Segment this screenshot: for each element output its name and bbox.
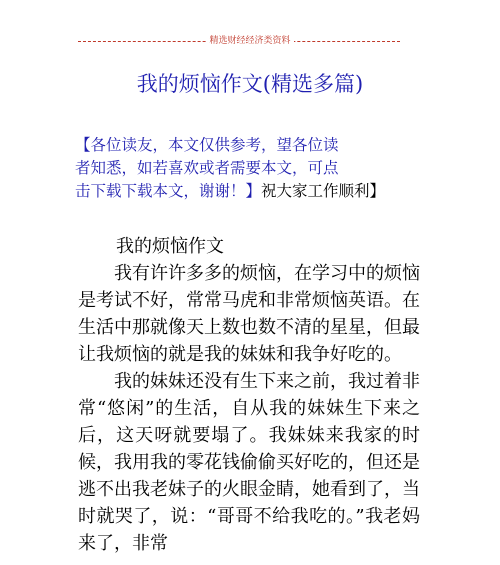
notice-line-3-tail: 祝大家工作顺利】 <box>261 182 386 200</box>
notice-block <box>75 134 405 203</box>
notice-line-3 <box>75 180 405 203</box>
notice-line-3-main: 击下载下载本文，谢谢！】 <box>75 182 262 200</box>
notice-line-2: 者知悉，如若喜欢或者需要本文，可点 <box>75 159 339 177</box>
article-subtitle: 我的烦恼作文 <box>116 236 224 257</box>
article-paragraph-2: 我的妹妹还没有生下来之前，我过着非常“悠闲”的生活，自从我的妹妹生下来之后，这天呀就要塌了。我妹妹来我家的时候，我用我的零花钱偷偷买好吃的，但还是逃不出我老妹子的火眼金睛，她看到了，当时就哭了，说：“哥哥不给我吃的。”我老妈来了，非常 <box>78 371 420 554</box>
document-title: 我的烦恼作文(精选多篇) <box>136 72 364 96</box>
article-paragraph-1: 我有许许多多的烦恼，在学习中的烦恼是考试不好，常常马虎和非常烦恼英语。在生活中那就像天上数也数不清的星星，但最让我烦恼的就是我的妹妹和我争好吃的。 <box>78 263 420 365</box>
header-watermark <box>0 35 500 47</box>
article-body <box>78 233 420 557</box>
notice-line-1: 【各位读友，本文仅供参考，望各位读 <box>75 136 339 154</box>
header-watermark-text: 精选财经经济类资料 <box>206 36 293 46</box>
